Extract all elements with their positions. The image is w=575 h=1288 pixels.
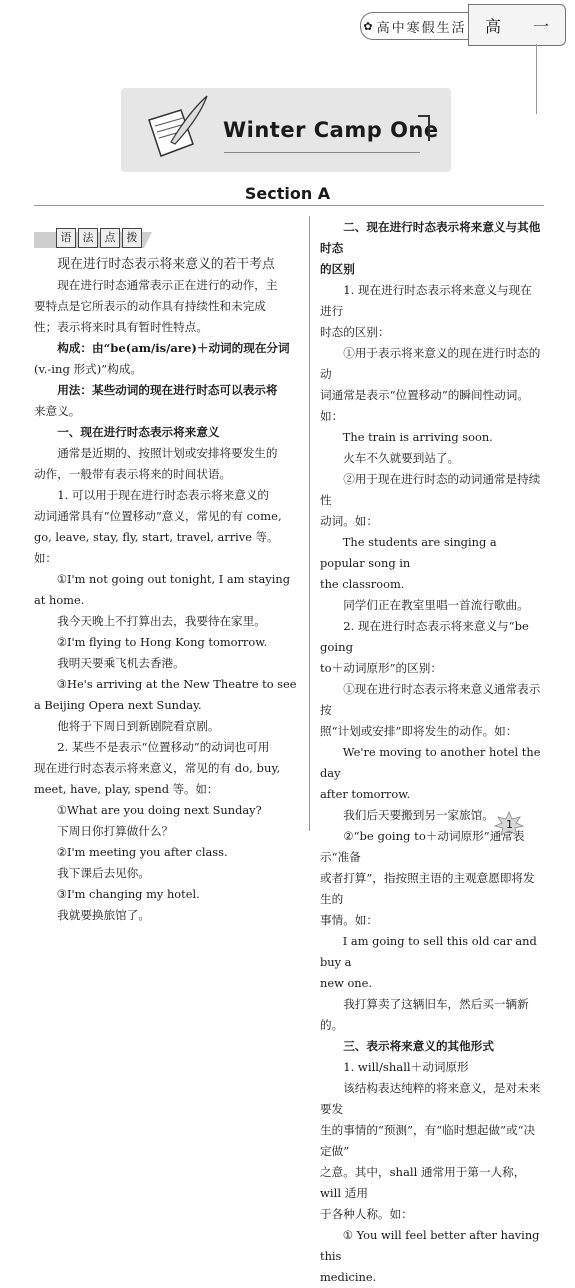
subheading: 二、现在进行时态表示将来意义与其他时态 bbox=[320, 220, 541, 255]
banner-underline bbox=[224, 152, 420, 153]
header-tag bbox=[360, 12, 469, 40]
example-line: medicine. bbox=[320, 1270, 377, 1284]
para-line: 2. 现在进行时态表示将来意义与“be going bbox=[320, 619, 529, 654]
paper-quill-icon bbox=[141, 92, 213, 164]
para-line: 构成：由“be(am/is/are)＋动词的现在分词 bbox=[57, 341, 290, 355]
flower-icon: ✿ bbox=[363, 19, 375, 33]
para-line: 动作，一般带有表示将来的时间状语。 bbox=[34, 467, 232, 481]
para-line: 之意。其中，shall 通常用于第一人称，will 适用 bbox=[320, 1165, 526, 1200]
grade-char-2: 一 bbox=[532, 16, 549, 36]
para-line: 1. 可以用于现在进行时态表示将来意义的 bbox=[57, 488, 270, 502]
left-title: 现在进行时态表示将来意义的若干考点 bbox=[57, 257, 275, 272]
para-line: 性；表示将来时具有暂时性特点。 bbox=[34, 320, 208, 334]
grade-char-1: 高 bbox=[484, 16, 501, 36]
para-line: 1. 现在进行时态表示将来意义与现在进行 bbox=[320, 283, 532, 318]
para-line: 现在进行时态表示将来意义，常见的有 do, buy, bbox=[34, 761, 281, 775]
badge-char: 拨 bbox=[122, 228, 142, 248]
section-rule bbox=[34, 205, 544, 206]
banner-bracket bbox=[418, 115, 430, 141]
para-line: ②“be going to＋动词原形”通常表示“准备 bbox=[320, 829, 525, 864]
example-line: The students are singing a popular song in bbox=[320, 535, 497, 570]
subheading: 三、表示将来意义的其他形式 bbox=[343, 1039, 494, 1053]
example-line: ②I'm meeting you after class. bbox=[56, 845, 228, 859]
para-line: 动词。如： bbox=[320, 514, 378, 528]
para-line: 事情。如： bbox=[320, 913, 378, 927]
example-line: The train is arriving soon. bbox=[342, 430, 493, 444]
badge-char: 法 bbox=[78, 228, 98, 248]
para-line: 时态的区别： bbox=[320, 325, 390, 339]
section-title: Section A bbox=[244, 184, 331, 203]
subheading: 一、现在进行时态表示将来意义 bbox=[57, 425, 220, 439]
right-column bbox=[320, 217, 542, 1288]
badge-char: 语 bbox=[56, 228, 76, 248]
para-line: 词通常是表示“位置移动”的瞬间性动词。如： bbox=[320, 388, 529, 423]
para-line: 2. 某些不是表示“位置移动”的动词也可用 bbox=[57, 740, 270, 754]
translation-line: 火车不久就要到站了。 bbox=[343, 451, 460, 465]
banner-title: Winter Camp One bbox=[223, 118, 439, 142]
example-line: new one. bbox=[320, 976, 373, 990]
para-line: 来意义。 bbox=[34, 404, 81, 418]
para-line: to＋动词原形”的区别： bbox=[320, 661, 442, 675]
para-line: ②用于现在进行时态的动词通常是持续性 bbox=[320, 472, 541, 507]
example-line: ①I'm not going out tonight, I am staying bbox=[56, 572, 290, 586]
subheading: 的区别 bbox=[320, 262, 355, 276]
para-line: 要特点是它所表示的动作具有持续性和未完成 bbox=[34, 299, 266, 313]
para-line: 或者打算”，指按照主语的主观意愿即将发生的 bbox=[320, 871, 535, 906]
translation-line: 我今天晚上不打算出去，我要待在家里。 bbox=[57, 614, 266, 628]
grade-box bbox=[468, 4, 566, 46]
translation-line: 我们后天要搬到另一家旅馆。 bbox=[343, 808, 494, 822]
para-line: ①现在进行时态表示将来意义通常表示按 bbox=[320, 682, 541, 717]
page-number: 1 bbox=[506, 818, 513, 831]
translation-line: 同学们正在教室里唱一首流行歌曲。 bbox=[343, 598, 529, 612]
para-line: 动词通常具有“位置移动”意义，常见的有 come, bbox=[34, 509, 282, 523]
translation-line: 他将于下周日到新剧院看京剧。 bbox=[57, 719, 220, 733]
para-line: (v.-ing 形式)”构成。 bbox=[34, 362, 143, 376]
translation-line: 我下课后去见你。 bbox=[57, 866, 150, 880]
para-line: ①用于表示将来意义的现在进行时态的动 bbox=[320, 346, 541, 381]
example-line: ③I'm changing my hotel. bbox=[56, 887, 200, 901]
header-divider bbox=[536, 44, 537, 114]
example-line: after tomorrow. bbox=[320, 787, 411, 801]
para-line: 该结构表达纯粹的将来意义，是对未来要发 bbox=[320, 1081, 541, 1116]
left-column bbox=[34, 254, 298, 926]
example-line: a Beijing Opera next Sunday. bbox=[34, 698, 202, 712]
para-line: go, leave, stay, fly, start, travel, arrive 等。如： bbox=[34, 530, 279, 565]
column-separator bbox=[309, 216, 310, 831]
example-line: ① You will feel better after having this bbox=[320, 1228, 540, 1263]
example-line: I am going to sell this old car and buy a bbox=[320, 934, 537, 969]
example-line: We're moving to another hotel the day bbox=[320, 745, 541, 780]
header-tag-text: 高中寒假生活 bbox=[376, 20, 467, 36]
example-line: ③He's arriving at the New Theatre to see bbox=[56, 677, 297, 691]
para-line: 用法：某些动词的现在进行时态可以表示将 bbox=[57, 383, 278, 397]
example-line: at home. bbox=[34, 593, 85, 607]
translation-line: 下周日你打算做什么？ bbox=[57, 824, 174, 838]
para-line: 1. will/shall＋动词原形 bbox=[343, 1060, 469, 1074]
badge-char: 点 bbox=[100, 228, 120, 248]
para-line: 于各种人称。如： bbox=[320, 1207, 413, 1221]
example-line: the classroom. bbox=[320, 577, 405, 591]
example-line: ②I'm flying to Hong Kong tomorrow. bbox=[56, 635, 268, 649]
translation-line: 我打算卖了这辆旧车，然后买一辆新的。 bbox=[320, 997, 529, 1032]
para-line: 现在进行时态通常表示正在进行的动作，主 bbox=[57, 278, 278, 292]
para-line: meet, have, play, spend 等。如： bbox=[34, 782, 219, 796]
translation-line: 我就要换旅馆了。 bbox=[57, 908, 150, 922]
grammar-badge bbox=[34, 228, 152, 248]
para-line: 生的事情的“预测”，有“临时想起做”或“决定做” bbox=[320, 1123, 536, 1158]
para-line: 通常是近期的、按照计划或安排将要发生的 bbox=[57, 446, 278, 460]
para-line: 照“计划或安排”即将发生的动作。如： bbox=[320, 724, 518, 738]
translation-line: 我明天要乘飞机去香港。 bbox=[57, 656, 185, 670]
example-line: ①What are you doing next Sunday? bbox=[56, 803, 262, 817]
